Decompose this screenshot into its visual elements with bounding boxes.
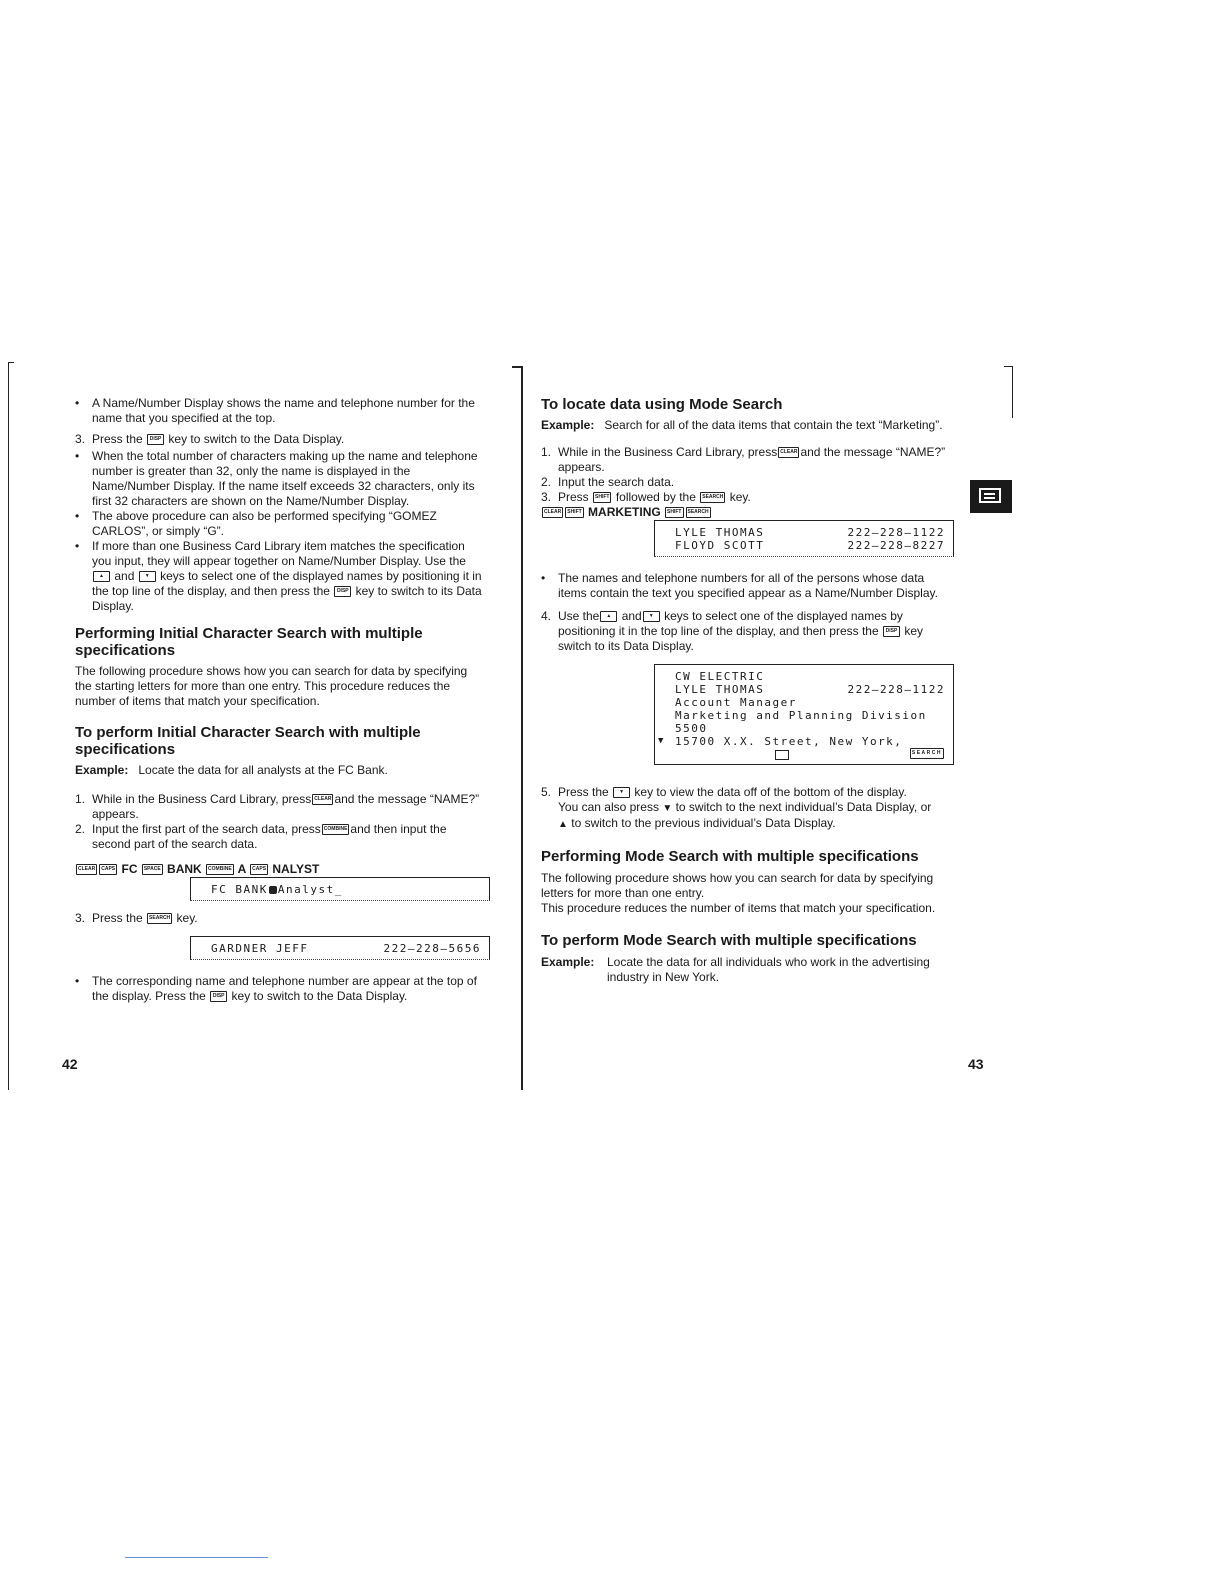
right-margin-tick bbox=[1004, 366, 1013, 367]
up-key-icon: ▲ bbox=[600, 611, 617, 622]
heading-perform-mode: To perform Mode Search with multiple specifications bbox=[541, 932, 917, 949]
next-record-icon: ▼ bbox=[662, 803, 673, 814]
disp-key-icon: DISP bbox=[210, 991, 227, 1002]
bullet-multiple-matches: • If more than one Business Card Library item matches the specification you input, they will appear together on Name/Number Display. Use the ▲ and ▼ keys to select one of the displayed names by positioning it in the top line of the display, and then press the DISP key to switch to its Data Display. bbox=[75, 539, 487, 614]
card-icon bbox=[979, 488, 1001, 503]
disp-key-icon: DISP bbox=[883, 626, 900, 637]
bottom-link-rule bbox=[125, 1557, 268, 1558]
gutter-tick bbox=[512, 366, 523, 368]
heading-locate-mode-search: To locate data using Mode Search bbox=[541, 396, 783, 413]
caps-key-icon: CAPS bbox=[99, 864, 117, 875]
bullet-gomez-carlos: • The above procedure can also be performed specifying “GOMEZ CARLOS”, or simply “G”. bbox=[75, 509, 487, 539]
step-4-select: 4. Use the ▲ and ▼ keys to select one of the displayed names by positioning it in the top line of the display, and then press the DISP key switch to its Data Display. bbox=[541, 609, 924, 653]
combine-key-icon: COMBINE bbox=[206, 864, 234, 875]
section-tab-marker bbox=[970, 480, 1012, 513]
right-page bbox=[541, 396, 955, 985]
page-number-left: 42 bbox=[62, 1056, 78, 1072]
card-mode-icon bbox=[775, 750, 789, 760]
step-1-clear: 1. While in the Business Card Library, press CLEAR and the message “NAME?” appears. bbox=[75, 792, 480, 821]
left-margin-tick bbox=[8, 362, 14, 363]
step-2-combine: 2. Input the first part of the search data, press COMBINE and then input the second part of the search data. bbox=[75, 822, 447, 851]
combine-marker-icon bbox=[269, 886, 277, 894]
down-key-icon: ▼ bbox=[613, 787, 630, 798]
clear-key-icon: CLEAR bbox=[542, 507, 563, 518]
up-key-icon: ▲ bbox=[93, 571, 110, 582]
search-key-icon: SEARCH bbox=[147, 913, 172, 924]
heading-mode-multi: Performing Mode Search with multiple specifications bbox=[541, 848, 919, 865]
left-margin-rule bbox=[8, 362, 9, 1090]
shift-key-icon: SHIFT bbox=[565, 507, 583, 518]
para-mode-multi-1: The following procedure shows how you can search for data by specifying letters for more than one entry. bbox=[541, 871, 934, 900]
clear-key-icon: CLEAR bbox=[312, 794, 333, 805]
down-key-icon: ▼ bbox=[139, 571, 156, 582]
example-marketing: Example: Search for all of the data items that contain the text “Marketing”. bbox=[541, 418, 943, 432]
key-sequence-marketing: CLEAR SHIFT MARKETING SHIFT SEARCH bbox=[544, 505, 709, 519]
example-advertising: Example: Locate the data for all individuals who work in the advertising industry in New York. bbox=[541, 955, 930, 984]
para-mode-multi-2: This procedure reduces the number of items that match your specification. bbox=[541, 901, 936, 915]
gutter-rule bbox=[521, 366, 523, 1090]
search-indicator-icon: SEARCH bbox=[910, 748, 944, 759]
heading-perform-initial: To perform Initial Character Search with multiple specifications bbox=[75, 724, 421, 758]
bullet-names-appear: • The names and telephone numbers for all of the persons whose data items contain the text you specified appear as a Name/Number Display. bbox=[541, 571, 955, 601]
left-page bbox=[75, 396, 487, 1004]
right-margin-rule bbox=[1012, 366, 1013, 418]
page-number-right: 43 bbox=[968, 1056, 984, 1072]
example-analysts: Example: Locate the data for all analysts at the FC Bank. bbox=[75, 763, 388, 777]
step-1-clear-right: 1. While in the Business Card Library, press CLEAR and the message “NAME?” appears. bbox=[541, 445, 946, 474]
down-key-icon: ▼ bbox=[643, 611, 660, 622]
bullet-corresponding: • The corresponding name and telephone number are appear at the top of the display. Press the DISP key to switch to the Data Display. bbox=[75, 974, 487, 1004]
disp-key-icon: DISP bbox=[147, 434, 164, 445]
bullet-char-limit: • When the total number of characters making up the name and telephone number is greater than 32, only the name is displayed in the Name/Number Display. If the name itself exceeds 32 characters, only its first 32 characters are shown on the Name/Number Display. bbox=[75, 449, 487, 509]
shift-key-icon: SHIFT bbox=[665, 507, 683, 518]
step-3-press-search: 3. Press the SEARCH key. bbox=[75, 911, 198, 925]
lcd-gardner-jeff: GARDNER JEFF 222–228–5656 bbox=[190, 936, 490, 960]
step-3-shift-search: 3. Press SHIFT followed by the SEARCH key. bbox=[541, 490, 751, 504]
shift-key-icon: SHIFT bbox=[593, 492, 611, 503]
lcd-marketing-results: LYLE THOMAS 222–228–1122 FLOYD SCOTT 222–228–8227 bbox=[654, 520, 954, 557]
disp-key-icon: DISP bbox=[334, 586, 351, 597]
caps-key-icon: CAPS bbox=[250, 864, 268, 875]
para-initial-multi: The following procedure shows how you can search for data by specifying the starting letters for more than one entry. This procedure reduces the number of items that match your specification. bbox=[75, 664, 468, 708]
lcd-data-display: CW ELECTRIC LYLE THOMAS 222–228–1122 Account Manager Marketing and Planning Division 5500 ▼ 15700 X.X. Street, New York, SEARCH bbox=[654, 664, 954, 765]
step-5-scroll: 5. Press the ▼ key to view the data off of the bottom of the display. You can also press ▼ to switch to the next individual’s Data Display, or ▲ to switch to the previous individual’s Data Display. bbox=[541, 785, 932, 830]
step-3-press-disp: 3. Press the DISP key to switch to the Data Display. bbox=[75, 432, 345, 446]
clear-key-icon: CLEAR bbox=[76, 864, 97, 875]
search-key-icon: SEARCH bbox=[686, 507, 711, 518]
search-key-icon: SEARCH bbox=[700, 492, 725, 503]
down-arrow-indicator-icon: ▼ bbox=[658, 736, 665, 746]
heading-initial-multi: Performing Initial Character Search with multiple specifications bbox=[75, 625, 423, 659]
bullet-name-number-display: • A Name/Number Display shows the name and telephone number for the name that you specified at the top. bbox=[75, 396, 487, 426]
previous-record-icon: ▲ bbox=[558, 819, 568, 830]
combine-key-icon: COMBINE bbox=[322, 824, 350, 835]
key-sequence-fc-bank: CLEAR CAPS FC SPACE BANK COMBINE A CAPS NALYST bbox=[78, 862, 320, 876]
lcd-fc-bank-analyst: FC BANK Analyst_ bbox=[190, 877, 490, 901]
step-2-input: 2. Input the search data. bbox=[541, 475, 675, 489]
space-key-icon: SPACE bbox=[142, 864, 163, 875]
clear-key-icon: CLEAR bbox=[778, 447, 799, 458]
